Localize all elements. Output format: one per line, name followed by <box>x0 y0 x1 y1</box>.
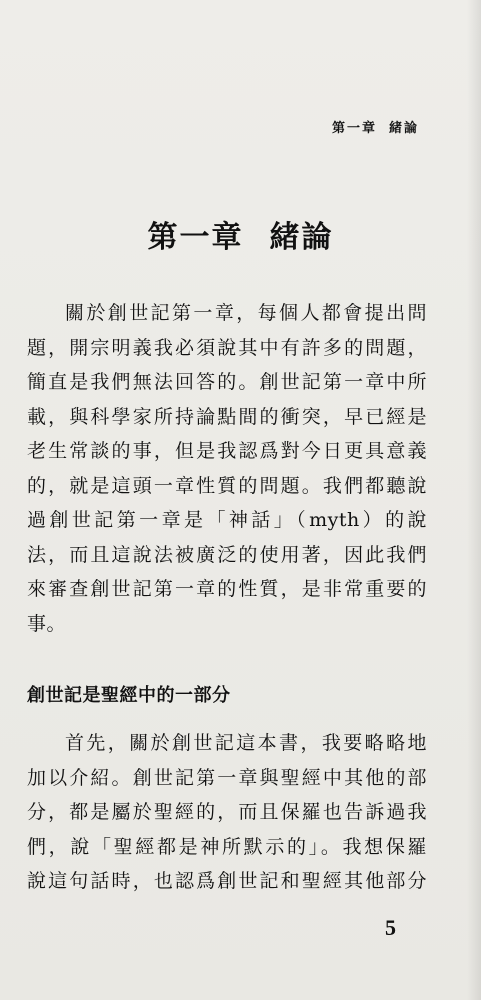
paragraph-line: 的，就是這頭一章性質的問題。我們都聽說 <box>27 474 427 497</box>
paragraph-line: 加以介紹。創世記第一章與聖經中其他的部 <box>27 766 427 789</box>
paragraph-line: 分，都是屬於聖經的，而且保羅也告訴過我 <box>27 801 427 823</box>
paragraph-line: 載，與科學家所持論點間的衝突，早已經是 <box>27 405 427 428</box>
page-number: 5 <box>385 915 396 940</box>
section-heading: 創世記是聖經中的一部分 <box>27 685 231 706</box>
running-head <box>332 117 419 136</box>
running-head-title: 緒論 <box>388 121 419 136</box>
chapter-title <box>0 212 481 256</box>
paragraph-line: 說這句話時，也認爲創世記和聖經其他部分 <box>27 870 427 892</box>
paragraph-line: 老生常談的事，但是我認爲對今日更具意義 <box>27 440 427 462</box>
chapter-title-number: 第一章 <box>147 220 244 255</box>
paragraph-line: 首先，關於創世記這本書，我要略略地 <box>65 732 427 754</box>
paragraph-2 <box>27 726 427 899</box>
paragraph-line: 來審查創世記第一章的性質，是非常重要的 <box>27 578 427 600</box>
paragraph-line: 簡直是我們無法回答的。創世記第一章中所 <box>27 371 427 393</box>
running-head-chapter: 第一章 <box>331 121 377 136</box>
paragraph-1 <box>27 296 427 641</box>
paragraph-line: 過創世記第一章是「神話」（myth）的說 <box>27 509 427 531</box>
paragraph-line: 法，而且這說法被廣泛的使用著，因此我們 <box>27 543 427 566</box>
page-edge-shadow <box>467 0 481 1000</box>
paragraph-line: 題，開宗明義我必須說其中有許多的問題， <box>27 336 427 359</box>
paragraph-line: 們，說「聖經都是神所默示的」。我想保羅 <box>27 835 427 858</box>
paragraph-line: 關於創世記第一章，每個人都會提出問 <box>65 302 427 324</box>
paragraph-line: 事。 <box>27 612 67 635</box>
chapter-title-text: 緒論 <box>269 220 334 255</box>
